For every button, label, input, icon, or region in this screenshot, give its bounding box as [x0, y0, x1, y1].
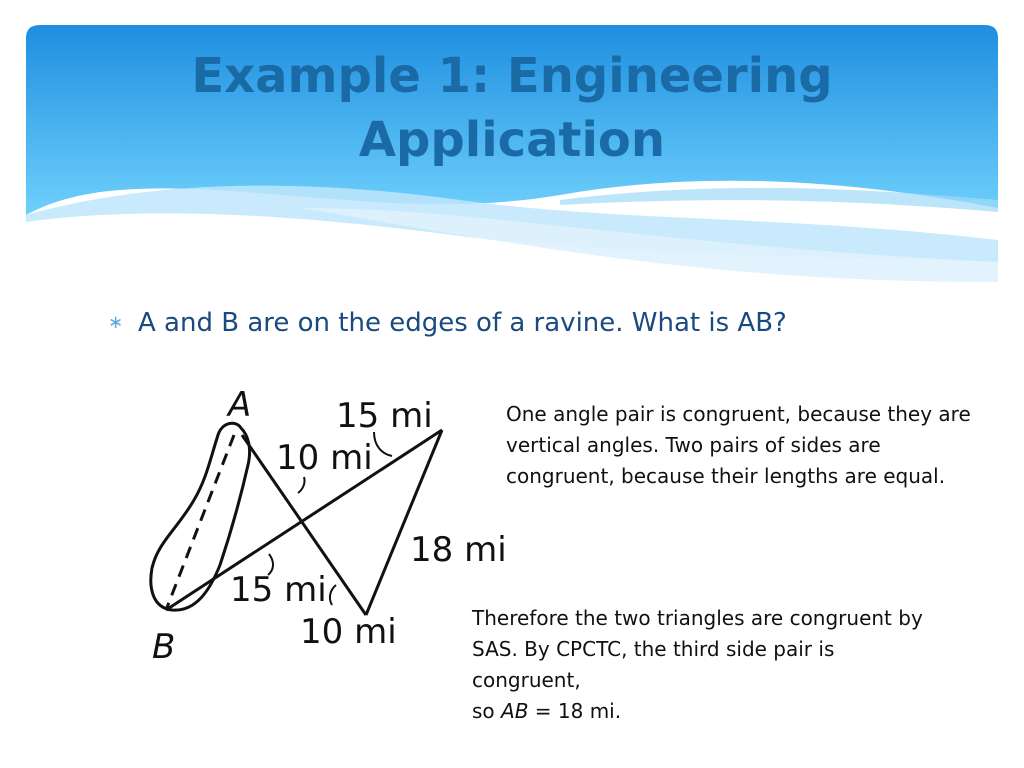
note2-line: congruent,	[472, 668, 581, 692]
note2-line: SAS. By CPCTC, the third side pair is	[472, 637, 835, 661]
leader-upper-inner	[298, 477, 305, 493]
label-upper-inner-10mi: 10 mi	[276, 438, 373, 478]
note2-conclusion	[472, 696, 992, 727]
note2-line: Therefore the two triangles are congruent by	[472, 606, 923, 630]
ravine-diagram	[130, 380, 510, 670]
conclusion-suffix: = 18 mi.	[528, 699, 622, 723]
explanation-note-1	[506, 399, 1006, 492]
label-bottom-10mi: 10 mi	[300, 612, 397, 652]
slide-title	[60, 44, 964, 172]
note1-line: congruent, because their lengths are equal.	[506, 464, 946, 488]
note1-line: One angle pair is congruent, because they are	[506, 402, 971, 426]
label-top-15mi: 15 mi	[336, 396, 433, 436]
note1-line: vertical angles. Two pairs of sides are	[506, 433, 881, 457]
conclusion-variable: AB	[501, 699, 529, 723]
label-right-18mi: 18 mi	[410, 530, 507, 570]
bullet-text: A and B are on the edges of a ravine. What is AB?	[138, 308, 787, 338]
conclusion-prefix: so	[472, 699, 502, 723]
segment-right-side	[366, 430, 442, 615]
point-a-label: A	[228, 385, 252, 425]
explanation-note-2	[472, 603, 992, 727]
bullet-item	[108, 308, 928, 338]
bullet-marker-icon: ∗	[108, 312, 124, 333]
title-line-2: Application	[358, 112, 666, 168]
leader-bottom	[330, 585, 336, 605]
segment-ab-dashed	[166, 435, 234, 610]
label-lower-inner-15mi: 15 mi	[230, 570, 327, 610]
point-b-label: B	[152, 627, 176, 667]
title-line-1: Example 1: Engineering	[191, 48, 833, 104]
